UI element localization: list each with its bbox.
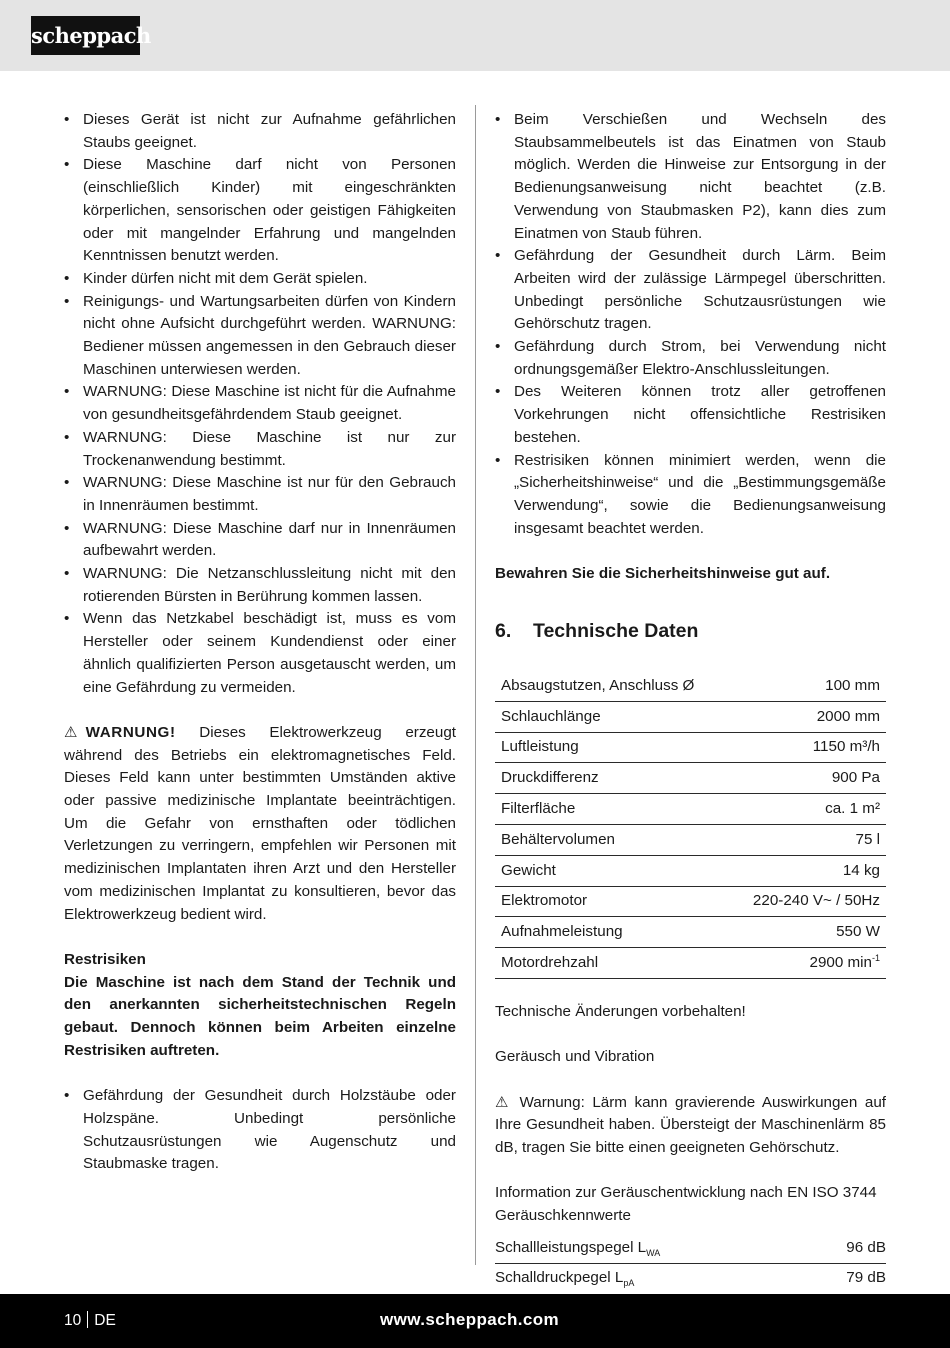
table-row	[495, 855, 886, 886]
right-column	[495, 109, 886, 1293]
list-item: • Dieses Gerät ist nicht zur Aufnahme gefährlichen Staubs geeignet.	[64, 109, 456, 154]
noise-value: 79 dB	[846, 1269, 886, 1287]
list-item: • Gefährdung der Gesundheit durch Holzstäube oder Holzspäne. Unbedingt persönliche Schutzausrüstungen wie Augenschutz und Staubmaske tragen.	[64, 1085, 456, 1176]
list-item: • Restrisiken können minimiert werden, wenn die „Sicherheitshinweise“ und die „Bestimmungsgemäße Verwendung“, sowie die Bedienungsanweisung insgesamt beachtet werden.	[495, 450, 886, 541]
spec-value: 900 Pa	[728, 763, 886, 794]
noise-values-heading: Geräuschkennwerte	[495, 1207, 631, 1225]
list-item: • Diese Maschine darf nicht von Personen (einschließlich Kinder) mit eingeschränkten körperlichen, sensorischen oder geistigen Fähigkeiten oder mit mangelnder Erfahrung und mangelnden Kenntnissen benutzt werden.	[64, 154, 456, 268]
page-header	[0, 0, 950, 71]
table-row	[495, 763, 886, 794]
spec-label: Druckdifferenz	[495, 763, 728, 794]
spec-value: 220-240 V~ / 50Hz	[728, 886, 886, 917]
website-link[interactable]: www.scheppach.com	[380, 1310, 560, 1329]
spec-label: Aufnahmeleistung	[495, 917, 728, 948]
restrisiken-heading: Restrisiken	[64, 950, 146, 968]
spec-label: Behältervolumen	[495, 824, 728, 855]
spec-label: Filterfläche	[495, 794, 728, 825]
spec-label: Absaugstutzen, Anschluss Ø	[495, 670, 728, 701]
list-item: • WARNUNG: Diese Maschine darf nur in Innenräumen aufbewahrt werden.	[64, 518, 456, 563]
list-item: • Gefährdung der Gesundheit durch Lärm. Beim Arbeiten wird der zulässige Lärmpegel überschritten. Unbedingt persönliche Schutzausrüstungen wie Gehörschutz tragen.	[495, 245, 886, 336]
list-item: • Des Weiteren können trotz aller getroffenen Vorkehrungen nicht offensichtliche Restrisiken bestehen.	[495, 381, 886, 449]
scheppach-logo: scheppach	[31, 16, 140, 55]
spec-value: 100 mm	[728, 670, 886, 701]
table-row	[495, 948, 886, 979]
noise-label: Schalldruckpegel L	[495, 1269, 624, 1287]
list-item: • Kinder dürfen nicht mit dem Gerät spielen.	[64, 268, 456, 291]
list-item: • Beim Verschießen und Wechseln des Staubsammelbeutels ist das Einatmen von Staub möglich. Werden die Hinweise zur Entsorgung in der Bedienungsanweisung nicht beachtet (z.B. Verwendung von Staubmasken P2), kann dies zum Einatmen von Staub führen.	[495, 109, 886, 245]
list-item: • Wenn das Netzkabel beschädigt ist, muss es vom Hersteller oder seinem Kundendienst oder einer ähnlich qualifizierten Person ausgetauscht werden, um eine Gefährdung zu vermeiden.	[64, 608, 456, 699]
spec-value-exponent: -1	[871, 952, 880, 963]
noise-label-cell	[495, 1234, 810, 1264]
spec-value: 2900 min	[809, 954, 872, 971]
warning-triangle-icon: ⚠	[495, 1093, 512, 1111]
spec-label: Motordrehzahl	[495, 948, 728, 979]
restrisiken-text: Die Maschine ist nach dem Stand der Technik und den anerkannten sicherheitstechnischen Regeln gebaut. Dennoch können beim Arbeiten einzelne Restrisiken auftreten.	[64, 973, 456, 1059]
list-item: • Reinigungs- und Wartungsarbeiten dürfen von Kindern nicht ohne Aufsicht durchgeführt werden. WARNUNG: Bediener müssen angemessen in den Gebrauch dieser Maschinen unterwiesen werden.	[64, 291, 456, 382]
language-code: DE	[94, 1312, 116, 1329]
table-row	[495, 917, 886, 948]
page-number: 10	[64, 1312, 82, 1329]
list-item: • WARNUNG: Diese Maschine ist nur für den Gebrauch in Innenräumen bestimmt.	[64, 472, 456, 517]
noise-warning-text: Warnung: Lärm kann gravierende Auswirkungen auf Ihre Gesundheit haben. Übersteigt der Maschinenlärm 85 dB, tragen Sie bitte einen geeigneten Gehörschutz.	[495, 1093, 886, 1157]
noise-label: Schallleistungspegel L	[495, 1239, 647, 1257]
table-row	[495, 1263, 886, 1293]
page-number-block	[64, 1310, 116, 1332]
keep-instructions-notice: Bewahren Sie die Sicherheitshinweise gut auf.	[495, 565, 831, 583]
noise-heading: Geräusch und Vibration	[495, 1048, 655, 1066]
spec-value: 550 W	[728, 917, 886, 948]
spec-value-cell	[728, 948, 886, 979]
spec-value: 1150 m³/h	[728, 732, 886, 763]
warning-triangle-icon: ⚠	[64, 723, 78, 741]
noise-value: 96 dB	[810, 1234, 886, 1264]
noise-label-subscript: WA	[646, 1248, 661, 1259]
tech-specs-table	[495, 670, 886, 978]
section-number: 6.	[495, 620, 512, 643]
table-row	[495, 732, 886, 763]
noise-values-table	[495, 1234, 886, 1293]
section-heading	[495, 618, 886, 644]
table-row	[495, 701, 886, 732]
section-title: Technische Daten	[533, 620, 699, 643]
emf-warning	[64, 722, 456, 926]
spec-value: 2000 mm	[728, 701, 886, 732]
table-row	[495, 1234, 886, 1264]
spec-label: Gewicht	[495, 855, 728, 886]
list-item: • WARNUNG: Diese Maschine ist nicht für die Aufnahme von gesundheitsgefährdendem Staub geeignet.	[64, 381, 456, 426]
noise-label-subscript: pA	[623, 1278, 635, 1289]
warning-text: Dieses Elektrowerkzeug erzeugt während des Betriebs ein elektromagnetisches Feld. Dieses Feld kann unter bestimmten Umständen aktive oder passive medizinische Implantate beeinträchtigen. Um die Gefahr von ernsthaften oder tödlichen Verletzungen zu verringern, empfehlen wir Personen mit medizinischen Implantaten ihren Arzt und den Hersteller vom medizinischen Implantat zu konsultieren, bevor das Elektrowerkzeug bedient wird.	[64, 723, 456, 923]
table-row	[495, 670, 886, 701]
noise-info: Information zur Geräuschentwicklung nach EN ISO 3744	[495, 1184, 877, 1202]
safety-list	[64, 109, 456, 699]
page-footer	[0, 1294, 950, 1348]
spec-value: ca. 1 m²	[728, 794, 886, 825]
spec-label: Luftleistung	[495, 732, 728, 763]
risk-list-continued	[495, 109, 886, 540]
table-row	[495, 794, 886, 825]
spec-value: 14 kg	[728, 855, 886, 886]
risk-list	[64, 1085, 456, 1176]
list-item: • WARNUNG: Diese Maschine ist nur zur Trockenanwendung bestimmt.	[64, 427, 456, 472]
tech-changes-note: Technische Änderungen vorbehalten!	[495, 1002, 746, 1020]
column-divider	[475, 105, 476, 1265]
table-row	[495, 886, 886, 917]
spec-label: Elektromotor	[495, 886, 728, 917]
footer-separator	[87, 1311, 88, 1328]
left-column	[64, 109, 456, 1176]
list-item: • Gefährdung durch Strom, bei Verwendung nicht ordnungsgemäßer Elektro-Anschlussleitungen.	[495, 336, 886, 381]
spec-value: 75 l	[728, 824, 886, 855]
list-item: • WARNUNG: Die Netzanschlussleitung nicht mit den rotierenden Bürsten in Berührung kommen lassen.	[64, 563, 456, 608]
table-row	[495, 824, 886, 855]
noise-label-cell	[495, 1263, 810, 1293]
noise-warning	[495, 1092, 886, 1160]
spec-label: Schlauchlänge	[495, 701, 728, 732]
warning-label: WARNUNG!	[85, 723, 176, 741]
